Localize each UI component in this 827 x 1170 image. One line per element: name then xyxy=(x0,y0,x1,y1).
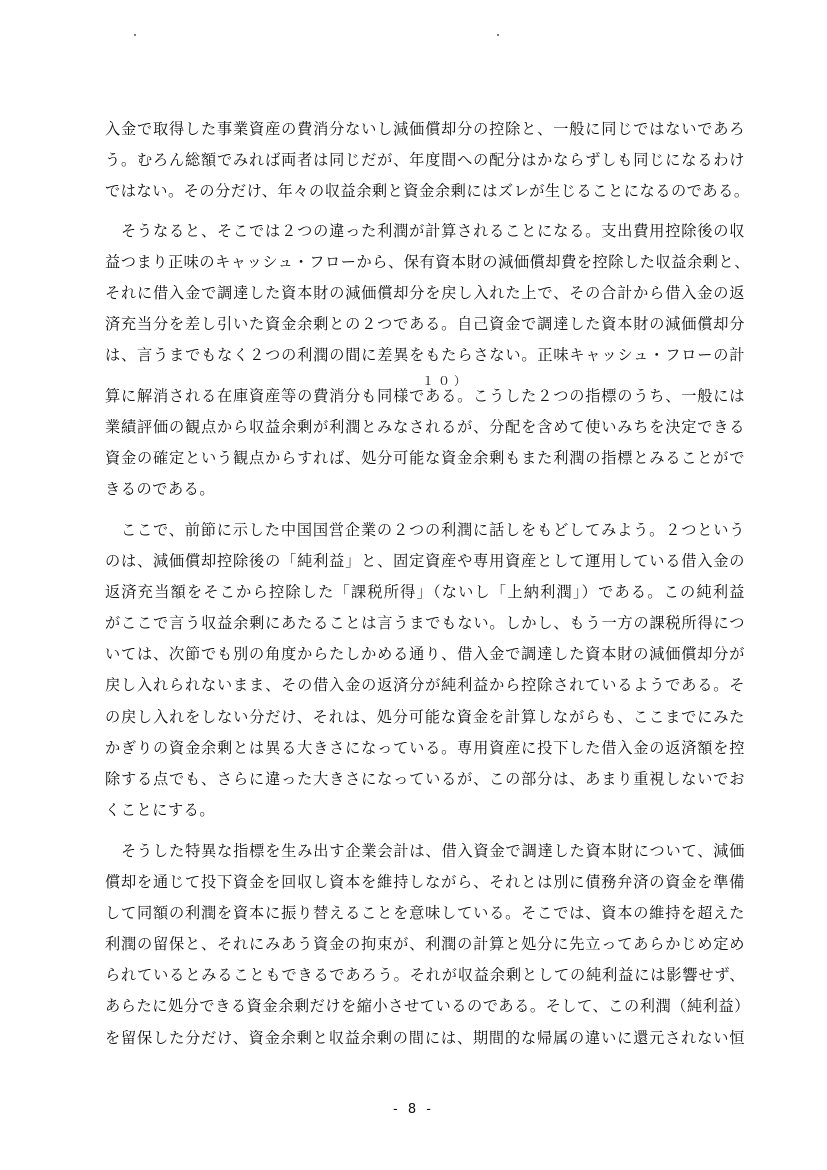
text-line: の戻し入れをしない分だけ、それは、処分可能な資金を計算しながらも、ここまでにみた xyxy=(105,708,745,726)
text-line: 利潤の留保と、それにみあう資金の拘束が、利潤の計算と処分に先立ってあらかじめ定め xyxy=(105,935,745,953)
text-line: くことにする。 xyxy=(105,801,216,819)
text-line: きるのである。 xyxy=(105,480,216,498)
text-line: ここで、前節に示した中国国営企業の２つの利潤に話しをもどしてみよう。２つという xyxy=(121,521,745,539)
text-line: 資金の確定という観点からすれば、処分可能な資金余剰もまた利潤の指標とみることがで xyxy=(105,449,745,467)
page-number: - 8 - xyxy=(393,1102,434,1117)
text-line: 算に解消される在庫資産等の費消分も同様である。こうした２つの指標のうち、一般には xyxy=(105,387,745,405)
text-line: それに借入金で調達した資本財の減価償却分を戻し入れた上で、その合計から借入金の返 xyxy=(105,284,745,302)
text-line: がここで言う収益余剰にあたることは言うまでもない。しかし、もう一方の課税所得につ xyxy=(105,614,745,632)
text-line: 済充当分を差し引いた資金余剰との２つである。自己資金で調達した資本財の減価償却分 xyxy=(105,315,745,333)
text-line: ではない。その分だけ、年々の収益余剰と資金余剰にはズレが生じることになるのである。 xyxy=(105,182,750,200)
text-line: を留保した分だけ、資金余剰と収益余剰の間には、期間的な帰属の違いに還元されない恒 xyxy=(105,1029,745,1047)
text-line: そうした特異な指標を生み出す企業会計は、借入資金で調達した資本財について、減価 xyxy=(121,842,745,860)
text-line: 業績評価の観点から収益余剰が利潤とみなされるが、分配を含めて使いみちを決定できる xyxy=(105,418,745,436)
text-line: 益つまり正味のキャッシュ・フローから、保有資本財の減価償却費を控除した収益余剰と、 xyxy=(105,253,750,271)
text-line: は、言うまでもなく２つの利潤の間に差異をもたらさない。正味キャッシュ・フローの計 xyxy=(105,346,745,364)
text-line: あらたに処分できる資金余剰だけを縮小させているのである。そして、この利潤（純利益） xyxy=(105,997,750,1015)
text-line: そうなると、そこでは２つの違った利潤が計算されることになる。支出費用控除後の収 xyxy=(121,222,745,240)
scan-speck xyxy=(134,34,136,36)
footnote-marker: １０） xyxy=(422,374,471,388)
text-line: 戻し入れられないまま、その借入金の返済分が純利益から控除されているようである。そ xyxy=(105,676,745,694)
text-line: られているとみることもできるであろう。それが収益余剰としての純利益には影響せず、 xyxy=(105,966,745,984)
text-line: かぎりの資金余剰とは異る大きさになっている。専用資産に投下した借入金の返済額を控 xyxy=(105,739,745,757)
text-line: 入金で取得した事業資産の費消分ないし減価償却分の控除と、一般に同じではないであろ xyxy=(105,120,745,138)
text-line: う。むろん総額でみれば両者は同じだが、年度間への配分はかならずしも同じになるわけ xyxy=(105,151,745,169)
text-line: のは、減価償却控除後の「純利益」と、固定資産や専用資産として運用している借入金の xyxy=(105,552,745,570)
scan-speck xyxy=(497,34,499,36)
text-line: 除する点でも、さらに違った大きさになっているが、この部分は、あまり重視しないでお xyxy=(105,770,745,788)
text-line: 償却を通じて投下資金を回収し資本を維持しながら、それとは別に債務弁済の資金を準備 xyxy=(105,873,745,891)
text-line: いては、次節でも別の角度からたしかめる通り、借入金で調達した資本財の減価償却分が xyxy=(105,645,745,663)
text-line: 返済充当額をそこから控除した「課税所得」（ないし「上納利潤」）である。この純利益 xyxy=(105,583,745,601)
text-line: して同額の利潤を資本に振り替えることを意味している。そこでは、資本の維持を超えた xyxy=(105,904,745,922)
